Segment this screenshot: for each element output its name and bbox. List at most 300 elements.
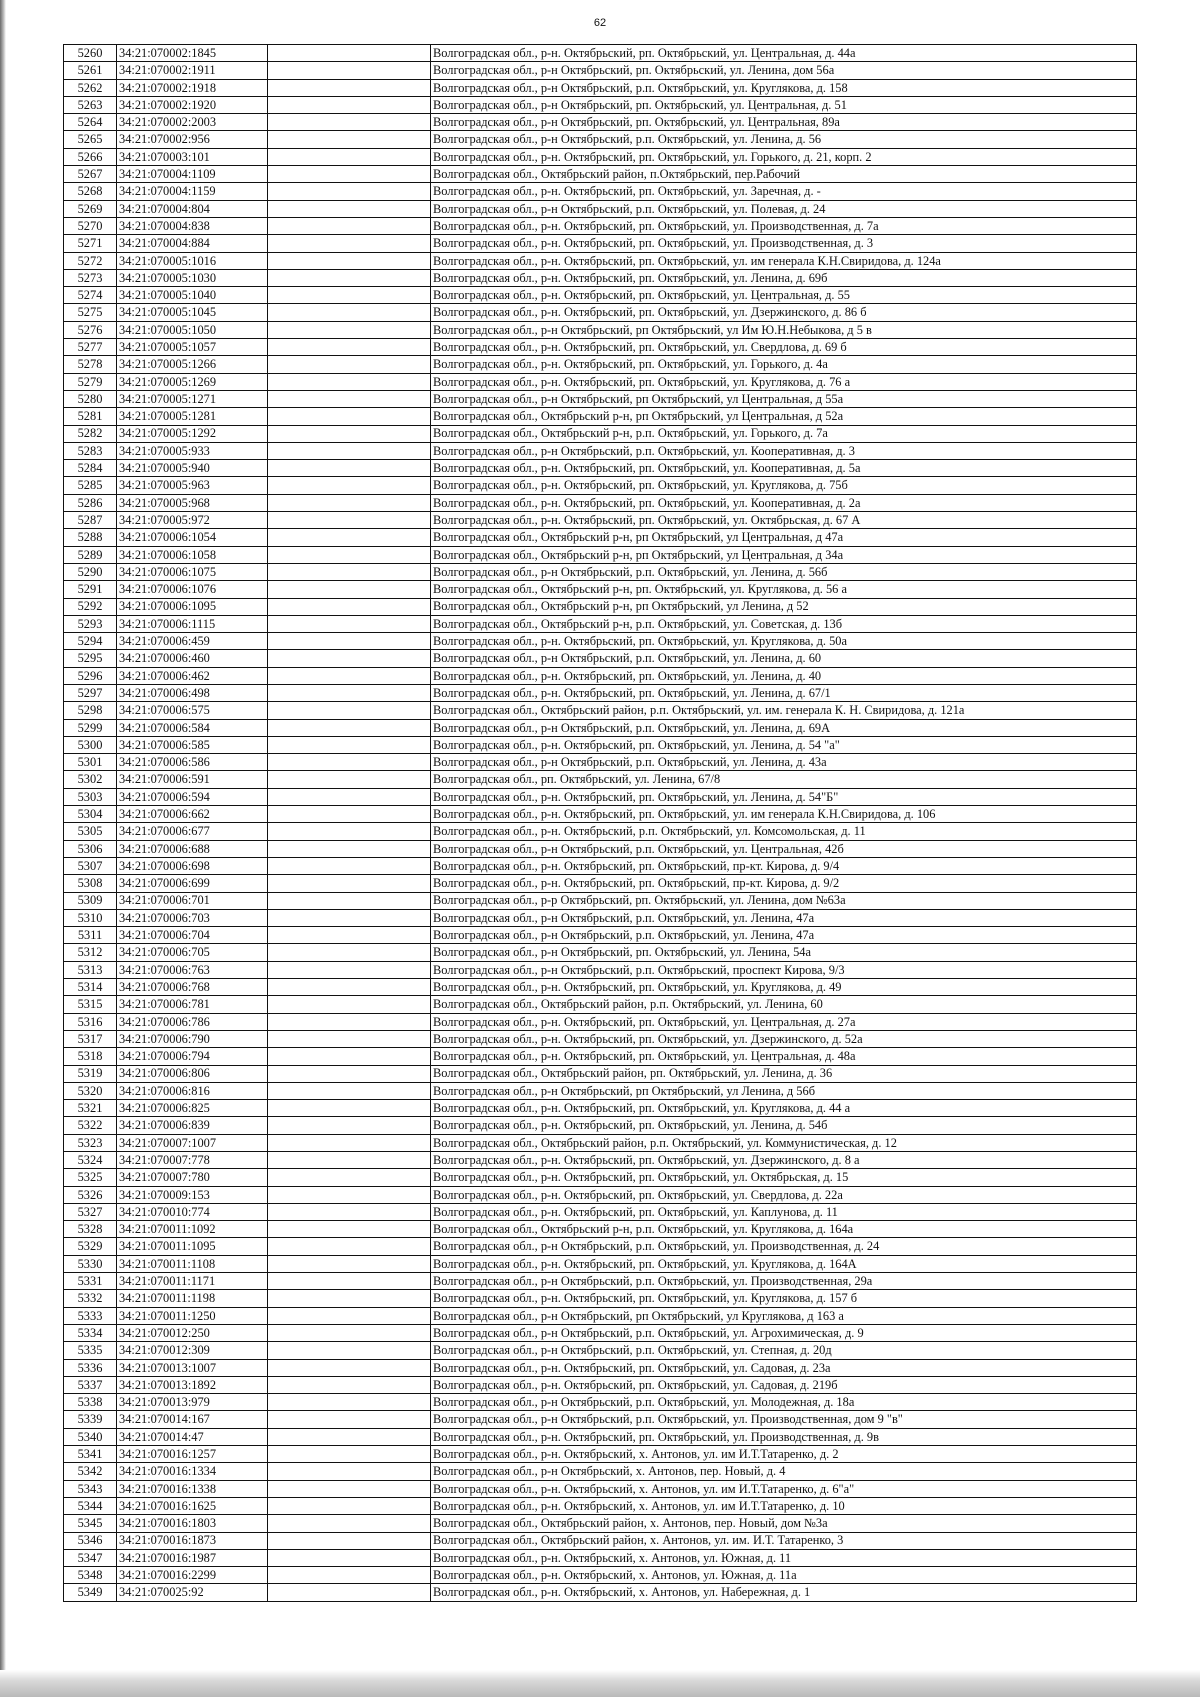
blank-cell — [268, 287, 431, 304]
row-number-cell: 5289 — [64, 546, 117, 563]
cadastral-number-cell: 34:21:070012:250 — [117, 1324, 268, 1341]
address-cell: Волгоградская обл., Октябрьский р-н, рп Октябрьский, ул Ленина, д 52 — [431, 598, 1137, 615]
row-number-cell: 5301 — [64, 754, 117, 771]
blank-cell — [268, 529, 431, 546]
blank-cell — [268, 598, 431, 615]
blank-cell — [268, 1515, 431, 1532]
cadastral-number-cell: 34:21:070002:1920 — [117, 96, 268, 113]
address-cell: Волгоградская обл., р-н Октябрьский, р.п. Октябрьский, ул. Ленина, д. 56б — [431, 563, 1137, 580]
cadastral-number-cell: 34:21:070006:786 — [117, 1013, 268, 1030]
row-number-cell: 5264 — [64, 114, 117, 131]
address-cell: Волгоградская обл., р-р Октябрьский, рп. Октябрьский, ул. Ленина, дом №63а — [431, 892, 1137, 909]
cadastral-number-cell: 34:21:070016:1334 — [117, 1463, 268, 1480]
table-row — [64, 321, 1137, 338]
blank-cell — [268, 1342, 431, 1359]
row-number-cell: 5327 — [64, 1203, 117, 1220]
table-row — [64, 200, 1137, 217]
blank-cell — [268, 131, 431, 148]
row-number-cell: 5311 — [64, 927, 117, 944]
table-row — [64, 408, 1137, 425]
address-cell: Волгоградская обл., р-н Октябрьский, р.п. Октябрьский, ул. Производственная, 29а — [431, 1273, 1137, 1290]
blank-cell — [268, 477, 431, 494]
address-cell: Волгоградская обл., р-н. Октябрьский, рп. Октябрьский, ул. Заречная, д. - — [431, 183, 1137, 200]
table-row — [64, 166, 1137, 183]
cadastral-number-cell: 34:21:070006:498 — [117, 684, 268, 701]
row-number-cell: 5276 — [64, 321, 117, 338]
table-row — [64, 442, 1137, 459]
blank-cell — [268, 425, 431, 442]
row-number-cell: 5290 — [64, 563, 117, 580]
cadastral-number-cell: 34:21:070005:1292 — [117, 425, 268, 442]
cadastral-number-cell: 34:21:070005:972 — [117, 512, 268, 529]
cadastral-number-cell: 34:21:070002:1918 — [117, 79, 268, 96]
row-number-cell: 5346 — [64, 1532, 117, 1549]
row-number-cell: 5329 — [64, 1238, 117, 1255]
row-number-cell: 5268 — [64, 183, 117, 200]
address-cell: Волгоградская обл., р-н. Октябрьский, рп. Октябрьский, ул. Круглякова, д. 49 — [431, 979, 1137, 996]
table-row — [64, 529, 1137, 546]
address-cell: Волгоградская обл., р-н Октябрьский, рп Октябрьский, ул Центральная, д 55а — [431, 390, 1137, 407]
row-number-cell: 5293 — [64, 615, 117, 632]
address-cell: Волгоградская обл., р-н Октябрьский, рп Октябрьский, ул Круглякова, д 163 а — [431, 1307, 1137, 1324]
row-number-cell: 5335 — [64, 1342, 117, 1359]
blank-cell — [268, 1221, 431, 1238]
cadastral-number-cell: 34:21:070006:1054 — [117, 529, 268, 546]
blank-cell — [268, 183, 431, 200]
table-row — [64, 979, 1137, 996]
blank-cell — [268, 771, 431, 788]
cadastral-number-cell: 34:21:070006:768 — [117, 979, 268, 996]
cadastral-number-cell: 34:21:070011:1171 — [117, 1273, 268, 1290]
cadastral-number-cell: 34:21:070011:1250 — [117, 1307, 268, 1324]
blank-cell — [268, 1411, 431, 1428]
table-row — [64, 183, 1137, 200]
table-row — [64, 650, 1137, 667]
table-row — [64, 1307, 1137, 1324]
cadastral-number-cell: 34:21:070014:167 — [117, 1411, 268, 1428]
row-number-cell: 5344 — [64, 1497, 117, 1514]
row-number-cell: 5286 — [64, 494, 117, 511]
row-number-cell: 5296 — [64, 667, 117, 684]
address-cell: Волгоградская обл., Октябрьский р-н, рп Октябрьский, ул Центральная, д 34а — [431, 546, 1137, 563]
row-number-cell: 5304 — [64, 806, 117, 823]
row-number-cell: 5306 — [64, 840, 117, 857]
cadastral-number-cell: 34:21:070006:677 — [117, 823, 268, 840]
cadastral-number-cell: 34:21:070006:591 — [117, 771, 268, 788]
table-row — [64, 633, 1137, 650]
row-number-cell: 5294 — [64, 633, 117, 650]
row-number-cell: 5314 — [64, 979, 117, 996]
address-cell: Волгоградская обл., р-н. Октябрьский, рп. Октябрьский, ул. Кооперативная, д. 5а — [431, 460, 1137, 477]
table-row — [64, 840, 1137, 857]
blank-cell — [268, 650, 431, 667]
blank-cell — [268, 1532, 431, 1549]
row-number-cell: 5319 — [64, 1065, 117, 1082]
cadastral-number-cell: 34:21:070006:825 — [117, 1100, 268, 1117]
page-number: 62 — [593, 17, 607, 29]
blank-cell — [268, 1065, 431, 1082]
row-number-cell: 5342 — [64, 1463, 117, 1480]
row-number-cell: 5347 — [64, 1549, 117, 1566]
table-row — [64, 875, 1137, 892]
table-row — [64, 563, 1137, 580]
cadastral-number-cell: 34:21:070005:968 — [117, 494, 268, 511]
blank-cell — [268, 1134, 431, 1151]
row-number-cell: 5345 — [64, 1515, 117, 1532]
blank-cell — [268, 96, 431, 113]
address-cell: Волгоградская обл., р-н Октябрьский, р.п. Октябрьский, ул. Полевая, д. 24 — [431, 200, 1137, 217]
blank-cell — [268, 1082, 431, 1099]
blank-cell — [268, 684, 431, 701]
row-number-cell: 5337 — [64, 1376, 117, 1393]
blank-cell — [268, 442, 431, 459]
row-number-cell: 5282 — [64, 425, 117, 442]
address-cell: Волгоградская обл., р-н Октябрьский, р.п. Октябрьский, ул. Ленина, д. 60 — [431, 650, 1137, 667]
row-number-cell: 5343 — [64, 1480, 117, 1497]
row-number-cell: 5274 — [64, 287, 117, 304]
blank-cell — [268, 1446, 431, 1463]
blank-cell — [268, 633, 431, 650]
row-number-cell: 5341 — [64, 1446, 117, 1463]
address-cell: Волгоградская обл., р-н Октябрьский, рп. Октябрьский, ул. Ленина, 54а — [431, 944, 1137, 961]
address-cell: Волгоградская обл., р-н Октябрьский, р.п. Октябрьский, ул. Круглякова, д. 158 — [431, 79, 1137, 96]
address-cell: Волгоградская обл., р-н. Октябрьский, рп. Октябрьский, ул. Дзержинского, д. 8 а — [431, 1152, 1137, 1169]
blank-cell — [268, 1549, 431, 1566]
cadastral-number-cell: 34:21:070006:698 — [117, 857, 268, 874]
address-cell: Волгоградская обл., р-н. Октябрьский, рп. Октябрьский, ул. Дзержинского, д. 86 б — [431, 304, 1137, 321]
row-number-cell: 5328 — [64, 1221, 117, 1238]
table-row — [64, 1428, 1137, 1445]
blank-cell — [268, 512, 431, 529]
address-cell: Волгоградская обл., р-н. Октябрьский, рп. Октябрьский, ул. Производственная, д. 9в — [431, 1428, 1137, 1445]
cadastral-number-cell: 34:21:070002:2003 — [117, 114, 268, 131]
address-cell: Волгоградская обл., р-н. Октябрьский, рп. Октябрьский, ул. Ленина, д. 69б — [431, 269, 1137, 286]
cadastral-number-cell: 34:21:070002:956 — [117, 131, 268, 148]
cadastral-number-cell: 34:21:070005:1057 — [117, 339, 268, 356]
scan-left-edge — [0, 0, 6, 1697]
blank-cell — [268, 1567, 431, 1584]
table-row — [64, 131, 1137, 148]
blank-cell — [268, 62, 431, 79]
row-number-cell: 5333 — [64, 1307, 117, 1324]
row-number-cell: 5298 — [64, 702, 117, 719]
row-number-cell: 5340 — [64, 1428, 117, 1445]
row-number-cell: 5300 — [64, 736, 117, 753]
address-cell: Волгоградская обл., р-н. Октябрьский, рп. Октябрьский, ул. Ленина, д. 54"Б" — [431, 788, 1137, 805]
address-cell: Волгоградская обл., р-н. Октябрьский, рп. Октябрьский, ул. им генерала К.Н.Свиридова, д. 106 — [431, 806, 1137, 823]
blank-cell — [268, 304, 431, 321]
cadastral-number-cell: 34:21:070006:703 — [117, 909, 268, 926]
cadastral-number-cell: 34:21:070005:963 — [117, 477, 268, 494]
row-number-cell: 5303 — [64, 788, 117, 805]
table-row — [64, 1480, 1137, 1497]
address-cell: Волгоградская обл., р-н Октябрьский, р.п. Октябрьский, ул. Центральная, 42б — [431, 840, 1137, 857]
blank-cell — [268, 563, 431, 580]
cadastral-number-cell: 34:21:070004:804 — [117, 200, 268, 217]
cadastral-number-cell: 34:21:070005:940 — [117, 460, 268, 477]
row-number-cell: 5316 — [64, 1013, 117, 1030]
address-cell: Волгоградская обл., Октябрьский р-н, рп Октябрьский, ул Центральная, д 47а — [431, 529, 1137, 546]
row-number-cell: 5305 — [64, 823, 117, 840]
address-cell: Волгоградская обл., р-н Октябрьский, х. Антонов, пер. Новый, д. 4 — [431, 1463, 1137, 1480]
address-cell: Волгоградская обл., р-н Октябрьский, р.п. Октябрьский, ул. Степная, д. 20д — [431, 1342, 1137, 1359]
row-number-cell: 5299 — [64, 719, 117, 736]
table-row — [64, 114, 1137, 131]
table-row — [64, 390, 1137, 407]
blank-cell — [268, 823, 431, 840]
cadastral-number-cell: 34:21:070004:1109 — [117, 166, 268, 183]
blank-cell — [268, 719, 431, 736]
cadastral-number-cell: 34:21:070005:1281 — [117, 408, 268, 425]
blank-cell — [268, 1359, 431, 1376]
blank-cell — [268, 114, 431, 131]
blank-cell — [268, 217, 431, 234]
address-cell: Волгоградская обл., р-н. Октябрьский, х. Антонов, ул. Южная, д. 11а — [431, 1567, 1137, 1584]
table-row — [64, 1238, 1137, 1255]
blank-cell — [268, 1584, 431, 1601]
row-number-cell: 5348 — [64, 1567, 117, 1584]
blank-cell — [268, 857, 431, 874]
address-cell: Волгоградская обл., р-н Октябрьский, р.п. Октябрьский, ул. Агрохимическая, д. 9 — [431, 1324, 1137, 1341]
address-cell: Волгоградская обл., р-н. Октябрьский, рп. Октябрьский, ул. Круглякова, д. 50а — [431, 633, 1137, 650]
address-cell: Волгоградская обл., р-н Октябрьский, рп. Октябрьский, ул. Ленина, дом 56а — [431, 62, 1137, 79]
address-cell: Волгоградская обл., р-н. Октябрьский, рп. Октябрьский, ул. Свердлова, д. 22а — [431, 1186, 1137, 1203]
blank-cell — [268, 1480, 431, 1497]
row-number-cell: 5309 — [64, 892, 117, 909]
table-row — [64, 667, 1137, 684]
blank-cell — [268, 1463, 431, 1480]
blank-cell — [268, 875, 431, 892]
blank-cell — [268, 408, 431, 425]
address-cell: Волгоградская обл., р-н. Октябрьский, рп. Октябрьский, ул. Круглякова, д. 157 б — [431, 1290, 1137, 1307]
address-cell: Волгоградская обл., р-н. Октябрьский, рп. Октябрьский, пр-кт. Кирова, д. 9/2 — [431, 875, 1137, 892]
address-cell: Волгоградская обл., р-н. Октябрьский, рп. Октябрьский, ул. Садовая, д. 219б — [431, 1376, 1137, 1393]
address-cell: Волгоградская обл., р-н Октябрьский, рп Октябрьский, ул Им Ю.Н.Небыкова, д 5 в — [431, 321, 1137, 338]
blank-cell — [268, 979, 431, 996]
row-number-cell: 5273 — [64, 269, 117, 286]
blank-cell — [268, 1048, 431, 1065]
blank-cell — [268, 339, 431, 356]
row-number-cell: 5287 — [64, 512, 117, 529]
table-row — [64, 148, 1137, 165]
table-row — [64, 892, 1137, 909]
address-cell: Волгоградская обл., р-н. Октябрьский, рп. Октябрьский, ул. Производственная, д. 3 — [431, 235, 1137, 252]
table-row — [64, 771, 1137, 788]
cadastral-number-cell: 34:21:070006:705 — [117, 944, 268, 961]
blank-cell — [268, 1376, 431, 1393]
table-row — [64, 460, 1137, 477]
row-number-cell: 5331 — [64, 1273, 117, 1290]
row-number-cell: 5318 — [64, 1048, 117, 1065]
table-row — [64, 1100, 1137, 1117]
blank-cell — [268, 1273, 431, 1290]
cadastral-number-cell: 34:21:070006:790 — [117, 1030, 268, 1047]
row-number-cell: 5291 — [64, 581, 117, 598]
table-row — [64, 961, 1137, 978]
blank-cell — [268, 546, 431, 563]
table-row — [64, 1255, 1137, 1272]
blank-cell — [268, 806, 431, 823]
cadastral-number-cell: 34:21:070016:1338 — [117, 1480, 268, 1497]
table-row — [64, 823, 1137, 840]
address-cell: Волгоградская обл., Октябрьский район, п.Октябрьский, пер.Рабочий — [431, 166, 1137, 183]
row-number-cell: 5272 — [64, 252, 117, 269]
cadastral-number-cell: 34:21:070005:1045 — [117, 304, 268, 321]
cadastral-number-cell: 34:21:070006:704 — [117, 927, 268, 944]
address-cell: Волгоградская обл., Октябрьский район, рп. Октябрьский, ул. Ленина, д. 36 — [431, 1065, 1137, 1082]
address-cell: Волгоградская обл., р-н. Октябрьский, рп. Октябрьский, ул. Дзержинского, д. 52а — [431, 1030, 1137, 1047]
row-number-cell: 5349 — [64, 1584, 117, 1601]
address-cell: Волгоградская обл., р-н. Октябрьский, рп. Октябрьский, пр-кт. Кирова, д. 9/4 — [431, 857, 1137, 874]
row-number-cell: 5288 — [64, 529, 117, 546]
address-cell: Волгоградская обл., Октябрьский р-н, р.п. Октябрьский, ул. Советская, д. 13б — [431, 615, 1137, 632]
cadastral-number-cell: 34:21:070005:1030 — [117, 269, 268, 286]
blank-cell — [268, 1169, 431, 1186]
records-table-body — [64, 45, 1137, 1602]
blank-cell — [268, 45, 431, 62]
address-cell: Волгоградская обл., р-н. Октябрьский, рп. Октябрьский, ул. Круглякова, д. 164А — [431, 1255, 1137, 1272]
cadastral-number-cell: 34:21:070006:1115 — [117, 615, 268, 632]
cadastral-number-cell: 34:21:070016:1625 — [117, 1497, 268, 1514]
cadastral-number-cell: 34:21:070006:699 — [117, 875, 268, 892]
cadastral-number-cell: 34:21:070007:778 — [117, 1152, 268, 1169]
row-number-cell: 5266 — [64, 148, 117, 165]
table-row — [64, 1117, 1137, 1134]
address-cell: Волгоградская обл., р-н. Октябрьский, рп. Октябрьский, ул. Центральная, д. 44а — [431, 45, 1137, 62]
table-row — [64, 909, 1137, 926]
row-number-cell: 5270 — [64, 217, 117, 234]
address-cell: Волгоградская обл., р-н. Октябрьский, рп. Октябрьский, ул. Октябрьская, д. 67 А — [431, 512, 1137, 529]
row-number-cell: 5275 — [64, 304, 117, 321]
cadastral-number-cell: 34:21:070012:309 — [117, 1342, 268, 1359]
address-cell: Волгоградская обл., р-н Октябрьский, р.п. Октябрьский, ул. Ленина, 47а — [431, 927, 1137, 944]
table-row — [64, 1342, 1137, 1359]
cadastral-number-cell: 34:21:070006:794 — [117, 1048, 268, 1065]
cadastral-number-cell: 34:21:070006:584 — [117, 719, 268, 736]
address-cell: Волгоградская обл., Октябрьский р-н, рп Октябрьский, ул Центральная, д 52а — [431, 408, 1137, 425]
table-row — [64, 546, 1137, 563]
table-row — [64, 1048, 1137, 1065]
address-cell: Волгоградская обл., р-н Октябрьский, р.п. Октябрьский, ул. Кооперативная, д. 3 — [431, 442, 1137, 459]
address-cell: Волгоградская обл., р-н. Октябрьский, рп. Октябрьский, ул. Кооперативная, д. 2а — [431, 494, 1137, 511]
blank-cell — [268, 460, 431, 477]
address-cell: Волгоградская обл., р-н. Октябрьский, х. Антонов, ул. Набережная, д. 1 — [431, 1584, 1137, 1601]
address-cell: Волгоградская обл., р-н Октябрьский, рп. Октябрьский, ул. Центральная, д. 51 — [431, 96, 1137, 113]
address-cell: Волгоградская обл., Октябрьский район, р.п. Октябрьский, ул. Коммунистическая, д. 12 — [431, 1134, 1137, 1151]
address-cell: Волгоградская обл., р-н. Октябрьский, рп. Октябрьский, ул. Производственная, д. 7а — [431, 217, 1137, 234]
cadastral-number-cell: 34:21:070011:1095 — [117, 1238, 268, 1255]
address-cell: Волгоградская обл., р-н. Октябрьский, рп. Октябрьский, ул. Садовая, д. 23а — [431, 1359, 1137, 1376]
table-row — [64, 1394, 1137, 1411]
row-number-cell: 5261 — [64, 62, 117, 79]
address-cell: Волгоградская обл., Октябрьский район, р.п. Октябрьский, ул. им. генерала К. Н. Свиридова, д. 121а — [431, 702, 1137, 719]
cadastral-number-cell: 34:21:070011:1108 — [117, 1255, 268, 1272]
address-cell: Волгоградская обл., р-н. Октябрьский, рп. Октябрьский, ул. Круглякова, д. 76 а — [431, 373, 1137, 390]
address-cell: Волгоградская обл., р-н. Октябрьский, рп. Октябрьский, ул. Ленина, д. 40 — [431, 667, 1137, 684]
cadastral-number-cell: 34:21:070006:763 — [117, 961, 268, 978]
address-cell: Волгоградская обл., Октябрьский район, х. Антонов, ул. им. И.Т. Татаренко, 3 — [431, 1532, 1137, 1549]
row-number-cell: 5269 — [64, 200, 117, 217]
blank-cell — [268, 892, 431, 909]
table-row — [64, 1446, 1137, 1463]
blank-cell — [268, 1497, 431, 1514]
row-number-cell: 5310 — [64, 909, 117, 926]
row-number-cell: 5315 — [64, 996, 117, 1013]
row-number-cell: 5285 — [64, 477, 117, 494]
blank-cell — [268, 390, 431, 407]
address-cell: Волгоградская обл., р-н. Октябрьский, х. Антонов, ул. Южная, д. 11 — [431, 1549, 1137, 1566]
row-number-cell: 5280 — [64, 390, 117, 407]
blank-cell — [268, 1394, 431, 1411]
table-row — [64, 269, 1137, 286]
cadastral-number-cell: 34:21:070006:816 — [117, 1082, 268, 1099]
address-cell: Волгоградская обл., Октябрьский район, р.п. Октябрьский, ул. Ленина, 60 — [431, 996, 1137, 1013]
blank-cell — [268, 1203, 431, 1220]
row-number-cell: 5339 — [64, 1411, 117, 1428]
blank-cell — [268, 1238, 431, 1255]
cadastral-number-cell: 34:21:070005:1016 — [117, 252, 268, 269]
table-row — [64, 927, 1137, 944]
address-cell: Волгоградская обл., р-н Октябрьский, р.п. Октябрьский, ул. Ленина, д. 69А — [431, 719, 1137, 736]
row-number-cell: 5297 — [64, 684, 117, 701]
table-row — [64, 1532, 1137, 1549]
blank-cell — [268, 1307, 431, 1324]
row-number-cell: 5292 — [64, 598, 117, 615]
cadastral-number-cell: 34:21:070011:1198 — [117, 1290, 268, 1307]
records-table — [63, 44, 1137, 1602]
cadastral-number-cell: 34:21:070016:2299 — [117, 1567, 268, 1584]
table-row — [64, 287, 1137, 304]
address-cell: Волгоградская обл., р-н. Октябрьский, рп. Октябрьский, ул. Центральная, д. 48а — [431, 1048, 1137, 1065]
table-row — [64, 1584, 1137, 1601]
table-row — [64, 339, 1137, 356]
table-row — [64, 754, 1137, 771]
cadastral-number-cell: 34:21:070002:1845 — [117, 45, 268, 62]
address-cell: Волгоградская обл., Октябрьский р-н, р.п. Октябрьский, ул. Круглякова, д. 164а — [431, 1221, 1137, 1238]
blank-cell — [268, 200, 431, 217]
table-row — [64, 1515, 1137, 1532]
table-row — [64, 736, 1137, 753]
blank-cell — [268, 373, 431, 390]
row-number-cell: 5317 — [64, 1030, 117, 1047]
blank-cell — [268, 1030, 431, 1047]
address-cell: Волгоградская обл., р-н Октябрьский, р.п. Октябрьский, ул. Производственная, дом 9 "в" — [431, 1411, 1137, 1428]
row-number-cell: 5312 — [64, 944, 117, 961]
cadastral-number-cell: 34:21:070005:1269 — [117, 373, 268, 390]
table-row — [64, 719, 1137, 736]
blank-cell — [268, 754, 431, 771]
blank-cell — [268, 148, 431, 165]
table-row — [64, 581, 1137, 598]
table-row — [64, 252, 1137, 269]
cadastral-number-cell: 34:21:070006:1076 — [117, 581, 268, 598]
address-cell: Волгоградская обл., р-н. Октябрьский, рп. Октябрьский, ул. Круглякова, д. 75б — [431, 477, 1137, 494]
table-row — [64, 373, 1137, 390]
table-row — [64, 944, 1137, 961]
blank-cell — [268, 235, 431, 252]
cadastral-number-cell: 34:21:070006:688 — [117, 840, 268, 857]
cadastral-number-cell: 34:21:070006:462 — [117, 667, 268, 684]
cadastral-number-cell: 34:21:070013:1892 — [117, 1376, 268, 1393]
table-row — [64, 79, 1137, 96]
table-row — [64, 1203, 1137, 1220]
cadastral-number-cell: 34:21:070006:585 — [117, 736, 268, 753]
table-row — [64, 356, 1137, 373]
row-number-cell: 5321 — [64, 1100, 117, 1117]
cadastral-number-cell: 34:21:070011:1092 — [117, 1221, 268, 1238]
cadastral-number-cell: 34:21:070025:92 — [117, 1584, 268, 1601]
address-cell: Волгоградская обл., р-н Октябрьский, р.п. Октябрьский, ул. Производственная, д. 24 — [431, 1238, 1137, 1255]
